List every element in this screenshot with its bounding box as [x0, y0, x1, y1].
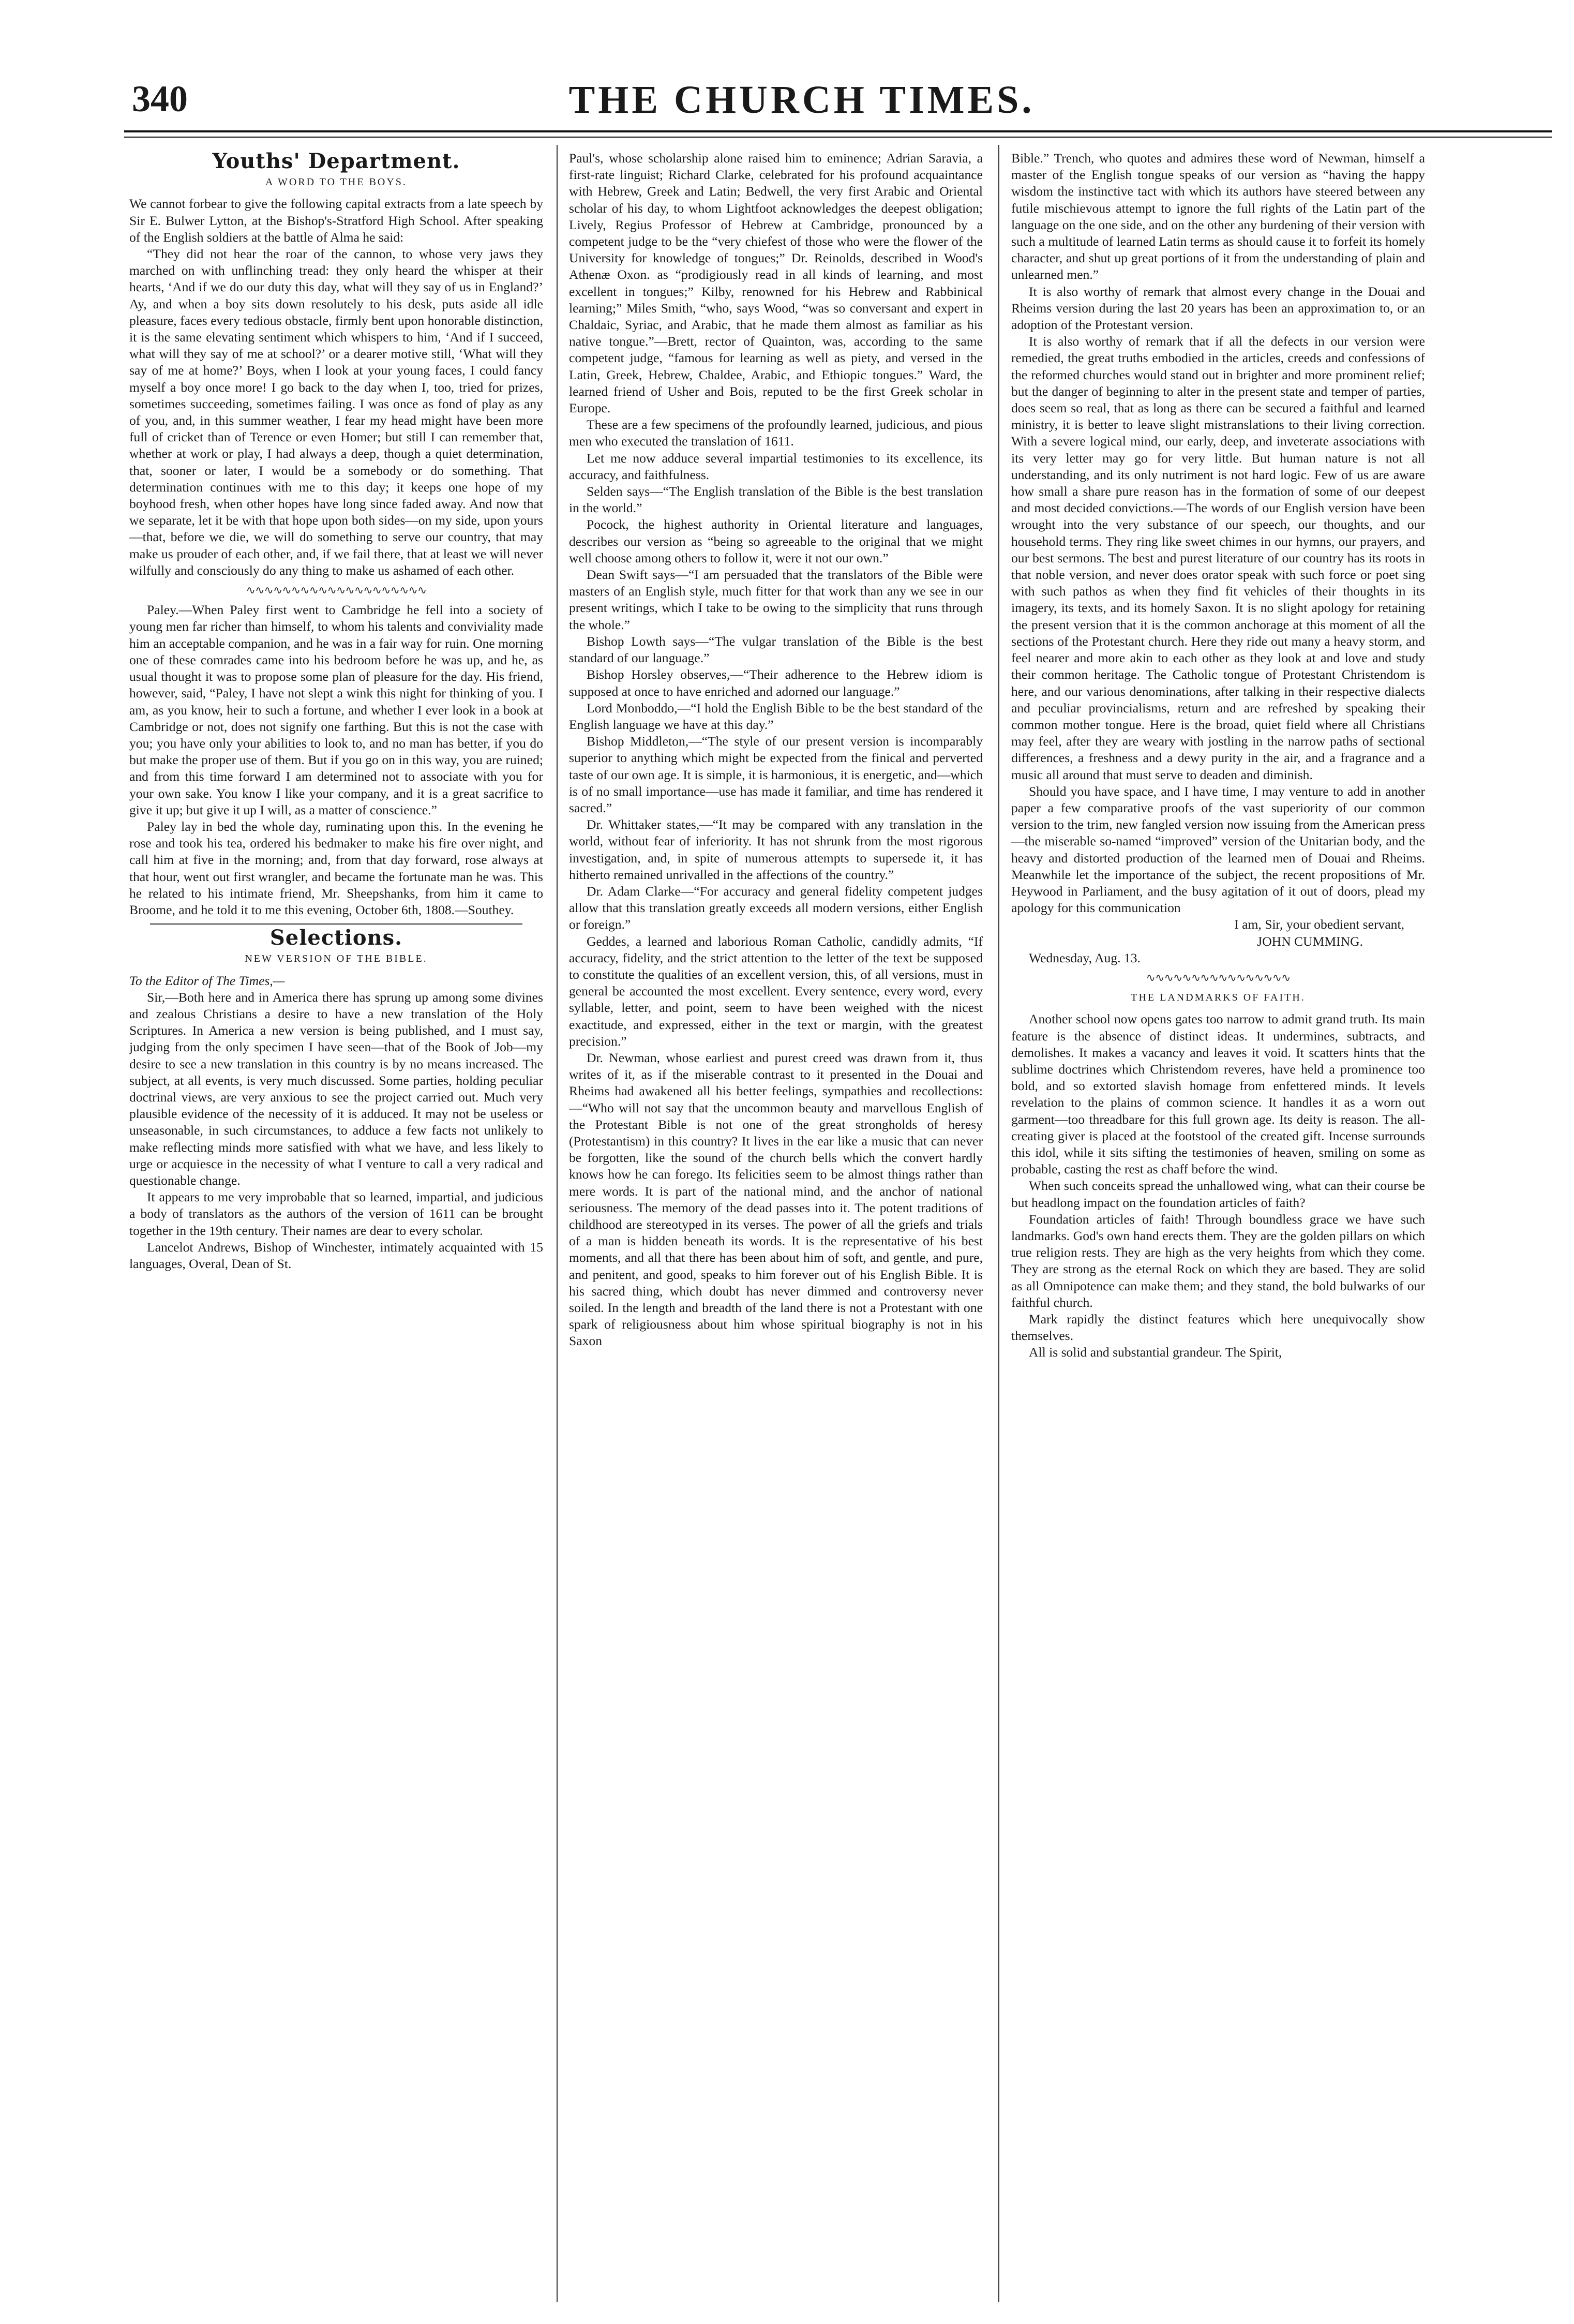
paragraph: Lord Monboddo,—“I hold the English Bible to be the best standard of the English language we have at this day.”: [569, 700, 983, 732]
paragraph: Bishop Lowth says—“The vulgar translation of the Bible is the best standard of our language.”: [569, 633, 983, 666]
section-heading-youths: Youths' Department.: [212, 150, 460, 173]
paragraph: Paley lay in bed the whole day, ruminating upon this. In the evening he rose and took his tea, ordered his bedmaker to make his fire over night, and call him at five in the morning; and, from that day forward, rose always at that hour, went out first wrangler, and became the fortunate man he was. This he related to his intimate friend, Mr. Sheepshanks, from him it came to Broome, and he told it to me this evening, October 6th, 1808.—Southey.: [129, 818, 543, 917]
paragraph: Sir,—Both here and in America there has sprung up among some divines and zealous Christians a desire to have a new translation of the Holy Scriptures. In America a new version is being published, and I must say, judging from the only specimen I have seen—that of the Book of Job—my desire to see a new translation in this country is by no means increased. The subject, at all events, is very much discussed. Some parties, holding peculiar doctrinal views, are very anxious to see the project carried out. Much very plausible evidence of the necessity of it is adduced. It may not be useless or unseasonable, in such circumstances, to adduce a few facts not unlikely to make reflecting minds more satisfied with what we have, and less likely to urge or acquiesce in the necessity of what I venture to call a very radical and questionable change.: [129, 989, 543, 1188]
paragraph: Let me now adduce several impartial testimonies to its excellence, its accuracy, and faithfulness.: [569, 450, 983, 482]
paragraph: Another school now opens gates too narrow to admit grand truth. Its main feature is the absence of distinct ideas. It undermines, subtracts, and demolishes. It makes a vacancy and leaves it void. It scatters hints that the sublime doctrines which Christendom reveres, have held a prominence too bold, and so extorted slavish homage from enfettered minds. It levels revelation to the plains of common science. It handles it as a worn out garment—too threadbare for this full grown age. Its deity is reason. The all-creating giver is placed at the footstool of the created gift. Incense surrounds this idol, while it sits sifting the testimonies of heaven, smiling on some as probable, casting the rest as chaff before the wind.: [1011, 1011, 1425, 1177]
column-rule-2: [998, 145, 999, 2302]
section-heading-selections: Selections.: [269, 926, 403, 950]
paragraph: Should you have space, and I have time, I may venture to add in another paper a few comparative proofs of the vast superiority of our common version to the trim, new fangled version now issuing from the American press—the miserable so-named “improved” version of the Unitarian body, and the heavy and distorted production of the learned men of Douai and Rheims. Meanwhile let the importance of the subject, the recent propositions of Mr. Heywood in Parliament, and the busy agitation of it out of doors, plead my apology for this communication: [1011, 783, 1425, 916]
letter-date: Wednesday, Aug. 13.: [1029, 950, 1141, 965]
column-2: [569, 150, 983, 2297]
wave-divider: ∿∿∿∿∿∿∿∿∿∿∿∿∿∿∿∿∿∿∿∿: [246, 584, 427, 597]
paragraph: Bishop Middleton,—“The style of our present version is incomparably superior to anything which might be expected from the finical and perverted taste of our own age. It is simple, it is harmonious, it is energetic, and—which is of no small importance—use has made it familiar, and time has rendered it sacred.”: [569, 734, 983, 815]
paragraph: It is also worthy of remark that if all the defects in our version were remedied, the great truths embodied in the articles, creeds and confessions of the reformed churches would stand out in brighter and more prominent relief; but the danger of beginning to alter in the present state and temper of parties, does seem so real, that as long as there can be secured a faithful and learned ministry, it is better to leave slight mistranslations to their living correction. With a severe logical mind, our early, deep, and inveterate associations with its very letter may go for very little. But human nature is not all understanding, and its only nutriment is not hard logic. Few of us are aware how small a share pure reason has in the formation of some of our deepest and most decided convictions.—The words of our English version have been wrought into the very substance of our speech, our thoughts, and our household terms. They ring like sweet chimes in our hymns, our prayers, and our best sermons. The best and purest literature of our country has its roots in that noble version, and never does orator speak with such force or poet sing with such pathos as when they find fit vehicles of their thoughts in its imagery, its texts, and its homely Saxon. It is no slight apology for retaining the present version that it is the common anchorage at this moment of all the sections of the Protestant church. Here they ride out many a heavy storm, and feel nearer and more akin to each other as they look at and love and study their common heritage. The Catholic tongue of Protestant Christendom is here, and our various denominations, after talking in their respective dialects and peculiar provincialisms, return and are refreshed by speaking their common mother tongue. Here is the broad, quiet field where all Christians may feel, after they are weary with jostling in the narrow paths of sectional differences, a freshness and a dewy purity in the air, and a fragrance and a music all around that must serve to deaden and diminish.: [1011, 334, 1425, 782]
paragraph: “They did not hear the roar of the cannon, to whose very jaws they marched on with unflinching tread: they only heard the whisper at their hearts, ‘And if we do our duty this day, what will they say of us in England?’ Ay, and when a boy sits down resolutely to his desk, puts aside all idle pleasure, faces every tedious obstacle, firmly bent upon honorable distinction, it is the same elevating sentiment which whispers to him, ‘And if I succeed, what will they say of me at school?’ or a dearer motive still, ‘What will they say of me at home?’ Boys, when I look at your young faces, I could fancy myself a boy once more! I go back to the day when I, too, tried for prizes, sometimes succeeding, sometimes failing. I was once as fond of play as any of you, and, in this summer weather, I fear my head might have been more full of cricket than of Terence or even Homer; but still I can remember that, whether at work or play, I had always a deep, though a quiet determination, that, sooner or later, I would be a somebody or do something. That determination continues with me to this day; it keeps one hope of my boyhood fresh, when other hopes have long since faded away. And now that we separate, let it be with that hope upon both sides—on my side, upon yours—that, before we die, we will do something to serve our country, that may make us prouder of each other, and, if we fail there, that at least we will never wilfully and consciously do any thing to make us ashamed of each other.: [129, 246, 543, 578]
paragraph: Dr. Whittaker states,—“It may be compared with any translation in the world, without fear of inferiority. It has not shrunk from the most rigorous investigation, and, in spite of numerous attempts to supersede it, it has hitherto remained unrivalled in the affections of the country.”: [569, 817, 983, 882]
page-number: 340: [132, 78, 188, 120]
article-title: THE LANDMARKS OF FAITH.: [1131, 992, 1306, 1004]
wave-divider: ∿∿∿∿∿∿∿∿∿∿∿∿∿∿∿∿: [1146, 971, 1291, 984]
paragraph: Paley.—When Paley first went to Cambridge he fell into a society of young men far richer than himself, to whom his talents and conviviality made him an acceptable companion, and he was in a fair way for ruin. One morning one of these comrades came into his bedroom before he was up, and he, as usual thought it was to propose some plan of pleasure for the day. His friend, however, said, “Paley, I have not slept a wink this night for thinking of you. I am, as you know, heir to such a fortune, and whether I ever look in a book at Cambridge or not, does not signify one farthing. But this is not the case with you; you have only your abilities to look to, and no man has better, if you do but make the proper use of them. But if you go on in this way, you are ruined; and from this time forward I am determined not to associate with you for your own sake. You know I like your company, and it is a great sacrifice to give it up; but give it up I will, as a matter of conscience.”: [129, 602, 543, 817]
paragraph: We cannot forbear to give the following capital extracts from a late speech by Sir E. Bulwer Lytton, at the Bishop's-Stratford High School. After speaking of the English soldiers at the battle of Alma he said:: [129, 196, 543, 245]
column-rule-1: [557, 145, 558, 2302]
paragraph: Dr. Adam Clarke—“For accuracy and general fidelity competent judges allow that this translation greatly exceeds all modern versions, either English or foreign.”: [569, 883, 983, 932]
paragraph: Dean Swift says—“I am persuaded that the translators of the Bible were masters of an English style, much fitter for that work than any we see in our present writings, which I take to be owing to the simplicity that runs through the whole.”: [569, 567, 983, 632]
letter-salutation: To the Editor of The Times,—: [129, 973, 285, 988]
column-3: [1011, 150, 1425, 2297]
masthead-title: THE CHURCH TIMES.: [568, 78, 1035, 122]
masthead-rule: [124, 130, 1552, 138]
article-title: A WORD TO THE BOYS.: [265, 176, 407, 188]
paragraph: Bishop Horsley observes,—“Their adherence to the Hebrew idiom is supposed at once to have enriched and adorned our language.”: [569, 667, 983, 699]
column-1: [129, 150, 543, 2297]
paragraph: Paul's, whose scholarship alone raised him to eminence; Adrian Saravia, a first-rate linguist; Richard Clarke, celebrated for his profound acquaintance with Hebrew, Greek and Latin; Bedwell, the very first Arabic and Oriental scholar of his day, to whom Lightfoot acknowledges the deepest obligation; Lively, Regius Professor of Hebrew at Cambridge, pronounced by a competent judge to be the “very chiefest of those who were the flower of the University for knowledge of tongues;” Dr. Reinolds, described in Wood's Athenæ Oxon. as “prodigiously read in all kinds of learning, and most excellent in tongues;” Kilby, renowned for his Hebrew and Rabbinical learning;” Miles Smith, “who, says Wood, “was so conversant and expert in Chaldaic, Syriac, and Arabic, that he made them almost as familiar as his native tongue.”—Brett, rector of Quainton, was, according to the same competent judge, “famous for learning as well as piety, and versed in the Latin, Greek, Hebrew, Chaldee, Arabic, and Ethiopic tongues.” Ward, the learned friend of Usher and Bois, reputed to be the first Greek scholar in Europe.: [569, 151, 983, 416]
paragraph: Mark rapidly the distinct features which here unequivocally show themselves.: [1011, 1312, 1425, 1344]
paragraph: Lancelot Andrews, Bishop of Winchester, intimately acquainted with 15 languages, Overal, Dean of St.: [129, 1239, 543, 1271]
paragraph: Bible.” Trench, who quotes and admires these word of Newman, himself a master of the English tongue speaks of our version as “having the happy wisdom the instinctive tact with which its authors have steered between any futile mischievous attempt to ignore the full rights of the Latin part of the language on the one side, and on the other any burdening of their version with such a multitude of learned Latin terms as should cause it to forfeit its homely character, and shut up great portions of it from the understanding of plain and unlearned men.”: [1011, 151, 1425, 282]
paragraph: Geddes, a learned and laborious Roman Catholic, candidly admits, “If accuracy, fidelity, and the strict attention to the letter of the text be supposed to constitute the qualities of an excellent version, this, of all versions, must in general be accounted the most excellent. Every sentence, every word, every syllable, letter, and point, seem to have been weighed with the nicest exactitude, and expressed, either in the text or margin, with the greatest precision.”: [569, 933, 983, 1049]
paragraph: All is solid and substantial grandeur. The Spirit,: [1029, 1345, 1282, 1360]
signoff: I am, Sir, your obedient servant,: [1234, 917, 1404, 932]
paragraph: It is also worthy of remark that almost every change in the Douai and Rheims version during the last 20 years has been an approximation to, or an adoption of the Protestant version.: [1011, 284, 1425, 333]
paragraph: These are a few specimens of the profoundly learned, judicious, and pious men who executed the translation of 1611.: [569, 417, 983, 449]
paragraph: Foundation articles of faith! Through boundless grace we have such landmarks. God's own hand erects them. They are the golden pillars on which true religion rests. They are high as the very heights from which they come. They are strong as the eternal Rock on which they are based. They are solid as all Omnipotence can make them; and they stand, the bold bulwarks of our faithful church.: [1011, 1211, 1425, 1310]
signature: JOHN CUMMING.: [1257, 933, 1363, 949]
divider: [150, 923, 522, 925]
paragraph: Pocock, the highest authority in Oriental literature and languages, describes our version as “being so agreeable to the original that we might well choose among others to follow it, were it not our own.”: [569, 517, 983, 565]
paragraph: It appears to me very improbable that so learned, impartial, and judicious a body of translators as the authors of the version of 1611 can be brought together in the 19th century. Their names are dear to every scholar.: [129, 1189, 543, 1238]
paragraph: Dr. Newman, whose earliest and purest creed was drawn from it, thus writes of it, as if the miserable contrast to it presented in the Douai and Rheims had awakened all his better feelings, sympathies and recollections:—“Who will not say that the uncommon beauty and marvellous English of the Protestant Bible is not one of the great strongholds of heresy (Protestantism) in this country? It lives in the ear like a music that can never be forgotten, like the sound of the church bells which the convert hardly knows how he can forego. Its felicities seem to be almost things rather than mere words. It is part of the national mind, and the anchor of national seriousness. The memory of the dead passes into it. The potent traditions of childhood are stereotyped in its verses. The power of all the griefs and trials of a man is hidden beneath its words. It is the representative of his best moments, and all that there has been about him of soft, and gentle, and pure, and penitent, and good, speaks to him forever out of his English Bible. It is his sacred thing, which doubt has never dimmed and controversy never soiled. In the length and breadth of the land there is not a Protestant with one spark of religiousness about him whose spiritual biography is not in his Saxon: [569, 1050, 983, 1349]
paragraph: When such conceits spread the unhallowed wing, what can their course be but headlong impact on the foundation articles of faith?: [1011, 1178, 1425, 1210]
article-title: NEW VERSION OF THE BIBLE.: [245, 953, 428, 965]
paragraph: Selden says—“The English translation of the Bible is the best translation in the world.”: [569, 484, 983, 516]
